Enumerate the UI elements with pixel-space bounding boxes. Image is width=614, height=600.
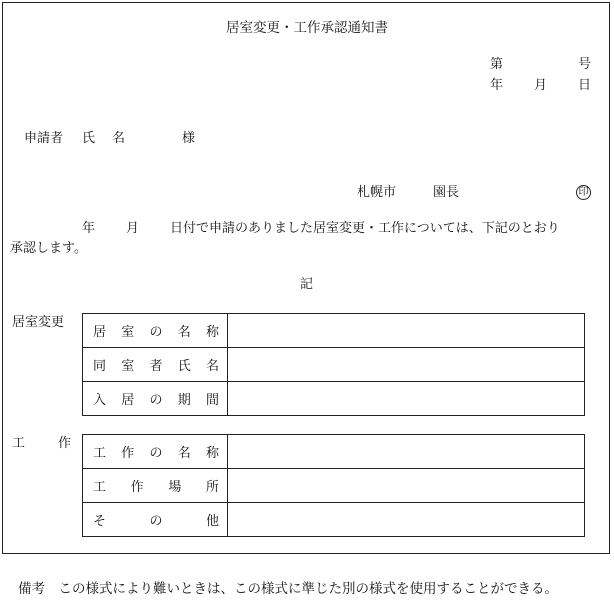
- label-char: 名: [205, 359, 219, 374]
- body-line1: 日付で申請のありました居室変更・工作については、下記のとおり: [170, 221, 560, 236]
- label-char: の: [149, 325, 163, 340]
- field-value-cell[interactable]: [228, 382, 585, 416]
- table-row: [83, 314, 585, 348]
- room-change-table: [82, 313, 585, 416]
- label-char: 間: [205, 393, 219, 408]
- label-char: 氏: [177, 359, 191, 374]
- label-char: そ: [93, 514, 107, 529]
- field-label: [93, 389, 219, 408]
- label-char: 名: [177, 446, 191, 461]
- construction-table: [82, 434, 585, 537]
- body-year: 年: [82, 221, 96, 236]
- table-row: [83, 435, 585, 469]
- room-change-label: 居室変更: [12, 315, 65, 330]
- field-label: [93, 476, 219, 495]
- label-char: 室: [121, 359, 135, 374]
- label-char: 作: [130, 480, 144, 495]
- field-value-cell[interactable]: [228, 469, 585, 503]
- field-value-cell[interactable]: [228, 435, 585, 469]
- document-title: 居室変更・工作承認通知書: [226, 20, 388, 36]
- construction-label-b: 作: [58, 436, 72, 451]
- field-value-cell[interactable]: [228, 348, 585, 382]
- label-char: 工: [93, 480, 107, 495]
- table-row: [83, 348, 585, 382]
- field-label-cell: [83, 503, 228, 537]
- name-label: 氏 名: [82, 131, 128, 146]
- label-char: 称: [205, 325, 219, 340]
- seal-mark: 印: [576, 185, 591, 200]
- honorific: 様: [182, 131, 196, 146]
- field-label: [93, 321, 219, 340]
- field-value-cell[interactable]: [228, 314, 585, 348]
- label-char: 同: [93, 359, 107, 374]
- label-char: 工: [93, 446, 107, 461]
- label-char: 他: [205, 514, 219, 529]
- label-char: 場: [168, 480, 182, 495]
- label-char: の: [149, 393, 163, 408]
- field-label: [93, 510, 219, 529]
- construction-label-a: 工: [12, 436, 26, 451]
- body-line2: 承認します。: [10, 241, 87, 256]
- body-month: 月: [126, 221, 140, 236]
- field-label-cell: [83, 469, 228, 503]
- label-char: 名: [177, 325, 191, 340]
- date-day: 日: [578, 78, 592, 93]
- date-month: 月: [534, 78, 548, 93]
- ki-heading: 記: [300, 277, 314, 292]
- field-label-cell: [83, 382, 228, 416]
- label-char: 居: [93, 325, 107, 340]
- field-label: [93, 355, 219, 374]
- label-char: の: [149, 514, 163, 529]
- issuer-city: 札幌市: [357, 185, 397, 200]
- issuer-title: 園長: [433, 185, 460, 200]
- field-label-cell: [83, 314, 228, 348]
- number-suffix: 号: [578, 57, 592, 72]
- footnote: 備考 この様式により難いときは、この様式に準じた別の様式を使用することができる。: [18, 581, 558, 597]
- label-char: 入: [93, 393, 107, 408]
- applicant-label: 申請者: [24, 131, 64, 146]
- label-char: の: [149, 446, 163, 461]
- field-label-cell: [83, 348, 228, 382]
- label-char: 称: [205, 446, 219, 461]
- label-char: 居: [121, 393, 135, 408]
- label-char: 期: [177, 393, 191, 408]
- table-row: [83, 382, 585, 416]
- label-char: 室: [121, 325, 135, 340]
- date-year: 年: [490, 78, 504, 93]
- table-row: [83, 503, 585, 537]
- number-prefix: 第: [490, 57, 504, 72]
- label-char: 作: [121, 446, 135, 461]
- label-char: 者: [149, 359, 163, 374]
- label-char: 所: [205, 480, 219, 495]
- field-label: [93, 442, 219, 461]
- field-value-cell[interactable]: [228, 503, 585, 537]
- field-label-cell: [83, 435, 228, 469]
- table-row: [83, 469, 585, 503]
